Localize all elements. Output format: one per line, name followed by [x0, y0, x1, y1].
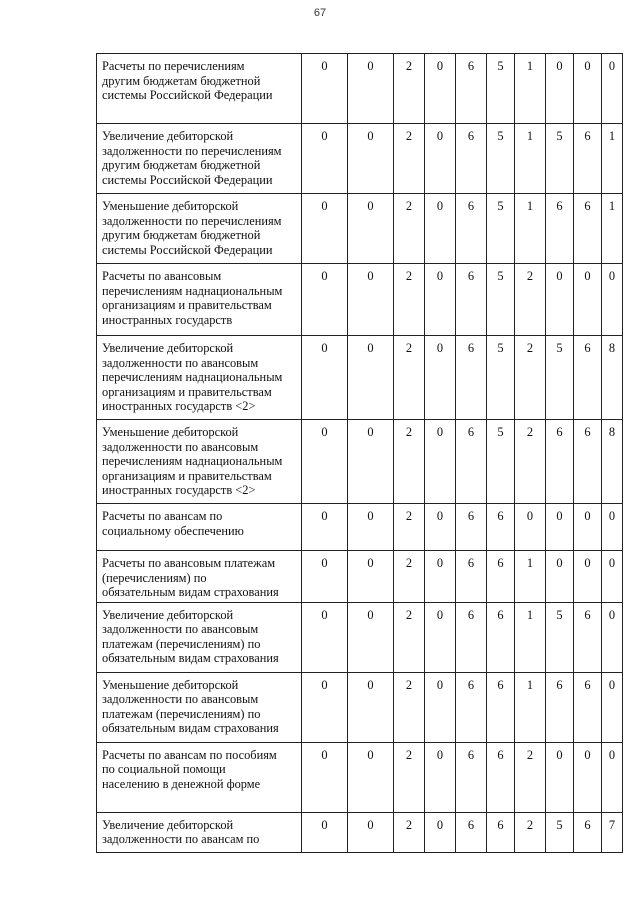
- code-digit-cell: 8: [602, 420, 623, 504]
- code-digit-cell: 0: [302, 264, 348, 336]
- code-digit-cell: 6: [456, 194, 487, 264]
- code-digit-cell: 6: [456, 551, 487, 603]
- code-digit-cell: 7: [602, 812, 623, 852]
- code-digit-cell: 6: [487, 602, 515, 672]
- code-digit-cell: 6: [574, 336, 602, 420]
- code-digit-cell: 6: [456, 336, 487, 420]
- code-digit-cell: 0: [348, 504, 394, 551]
- code-digit-cell: 6: [456, 124, 487, 194]
- code-digit-cell: 6: [487, 672, 515, 742]
- code-digit-cell: 2: [394, 420, 425, 504]
- account-name-cell: Расчеты по авансам по социальному обеспечению: [97, 504, 302, 551]
- table-row: [97, 602, 623, 672]
- account-name-cell: Увеличение дебиторской задолженности по перечислениям другим бюджетам бюджетной системы Российской Федерации: [97, 124, 302, 194]
- code-digit-cell: 0: [425, 264, 456, 336]
- code-digit-cell: 1: [515, 602, 546, 672]
- table-row: [97, 672, 623, 742]
- code-digit-cell: 0: [602, 54, 623, 124]
- code-digit-cell: 2: [394, 551, 425, 603]
- table-row: [97, 742, 623, 812]
- code-digit-cell: 5: [487, 420, 515, 504]
- code-digit-cell: 0: [302, 194, 348, 264]
- code-digit-cell: 0: [425, 336, 456, 420]
- code-digit-cell: 0: [574, 551, 602, 603]
- code-digit-cell: 2: [394, 504, 425, 551]
- code-digit-cell: 0: [302, 420, 348, 504]
- code-digit-cell: 2: [515, 812, 546, 852]
- code-digit-cell: 2: [394, 742, 425, 812]
- code-digit-cell: 5: [546, 602, 574, 672]
- code-digit-cell: 0: [348, 812, 394, 852]
- code-digit-cell: 0: [546, 54, 574, 124]
- account-name-cell: Увеличение дебиторской задолженности по авансовым перечислениям наднациональным организациям и правительствам иностранных государств <2>: [97, 336, 302, 420]
- code-digit-cell: 6: [574, 420, 602, 504]
- code-digit-cell: 0: [348, 742, 394, 812]
- code-digit-cell: 6: [456, 602, 487, 672]
- code-digit-cell: 0: [546, 551, 574, 603]
- code-digit-cell: 0: [425, 812, 456, 852]
- code-digit-cell: 0: [302, 672, 348, 742]
- code-digit-cell: 0: [425, 194, 456, 264]
- code-digit-cell: 2: [394, 602, 425, 672]
- code-digit-cell: 2: [515, 742, 546, 812]
- table-row: [97, 504, 623, 551]
- code-digit-cell: 0: [348, 672, 394, 742]
- code-digit-cell: 0: [425, 124, 456, 194]
- code-digit-cell: 2: [394, 812, 425, 852]
- code-digit-cell: 0: [348, 124, 394, 194]
- account-name-cell: Расчеты по авансовым платежам (перечислениям) по обязательным видам страхования: [97, 551, 302, 603]
- code-digit-cell: 0: [515, 504, 546, 551]
- code-digit-cell: 0: [602, 551, 623, 603]
- account-name-cell: Уменьшение дебиторской задолженности по перечислениям другим бюджетам бюджетной системы Российской Федерации: [97, 194, 302, 264]
- account-name-cell: Расчеты по перечислениям другим бюджетам бюджетной системы Российской Федерации: [97, 54, 302, 124]
- code-digit-cell: 6: [456, 54, 487, 124]
- code-digit-cell: 0: [348, 336, 394, 420]
- code-digit-cell: 6: [487, 504, 515, 551]
- code-digit-cell: 6: [574, 812, 602, 852]
- code-digit-cell: 0: [602, 672, 623, 742]
- code-digit-cell: 5: [487, 336, 515, 420]
- code-digit-cell: 1: [515, 551, 546, 603]
- code-digit-cell: 0: [348, 194, 394, 264]
- code-digit-cell: 6: [546, 672, 574, 742]
- code-digit-cell: 6: [456, 504, 487, 551]
- code-digit-cell: 0: [546, 742, 574, 812]
- code-digit-cell: 2: [394, 124, 425, 194]
- code-digit-cell: 0: [546, 264, 574, 336]
- code-digit-cell: 6: [456, 672, 487, 742]
- account-name-cell: Расчеты по авансовым перечислениям наднациональным организациям и правительствам иностранных государств: [97, 264, 302, 336]
- table-row: [97, 812, 623, 852]
- code-digit-cell: 0: [302, 602, 348, 672]
- code-digit-cell: 0: [425, 602, 456, 672]
- code-digit-cell: 0: [602, 504, 623, 551]
- table-row: [97, 551, 623, 603]
- code-digit-cell: 2: [394, 336, 425, 420]
- code-digit-cell: 6: [456, 420, 487, 504]
- code-digit-cell: 0: [425, 54, 456, 124]
- code-digit-cell: 1: [602, 194, 623, 264]
- code-digit-cell: 0: [425, 551, 456, 603]
- code-digit-cell: 6: [487, 812, 515, 852]
- budget-classification-table: [96, 53, 623, 853]
- code-digit-cell: 2: [394, 264, 425, 336]
- code-digit-cell: 0: [302, 504, 348, 551]
- code-digit-cell: 0: [425, 504, 456, 551]
- code-digit-cell: 2: [394, 672, 425, 742]
- account-name-cell: Расчеты по авансам по пособиям по социальной помощи населению в денежной форме: [97, 742, 302, 812]
- code-digit-cell: 0: [302, 124, 348, 194]
- code-digit-cell: 6: [574, 124, 602, 194]
- code-digit-cell: 1: [602, 124, 623, 194]
- code-digit-cell: 0: [425, 672, 456, 742]
- code-digit-cell: 0: [348, 602, 394, 672]
- code-digit-cell: 0: [574, 742, 602, 812]
- code-digit-cell: 2: [515, 336, 546, 420]
- table-row: [97, 336, 623, 420]
- code-digit-cell: 0: [425, 742, 456, 812]
- code-digit-cell: 5: [546, 812, 574, 852]
- code-digit-cell: 2: [515, 420, 546, 504]
- code-digit-cell: 6: [456, 742, 487, 812]
- code-digit-cell: 6: [487, 551, 515, 603]
- code-digit-cell: 2: [394, 54, 425, 124]
- code-digit-cell: 5: [487, 54, 515, 124]
- table-row: [97, 420, 623, 504]
- code-digit-cell: 6: [574, 672, 602, 742]
- code-digit-cell: 6: [574, 194, 602, 264]
- table-row: [97, 124, 623, 194]
- page-number: 67: [313, 7, 327, 19]
- account-name-cell: Увеличение дебиторской задолженности по авансам по: [97, 812, 302, 852]
- code-digit-cell: 6: [456, 812, 487, 852]
- code-digit-cell: 2: [394, 194, 425, 264]
- code-digit-cell: 0: [302, 742, 348, 812]
- code-digit-cell: 0: [574, 54, 602, 124]
- code-digit-cell: 0: [348, 420, 394, 504]
- code-digit-cell: 0: [602, 742, 623, 812]
- code-digit-cell: 0: [602, 264, 623, 336]
- code-digit-cell: 0: [574, 504, 602, 551]
- code-digit-cell: 6: [546, 194, 574, 264]
- code-digit-cell: 1: [515, 672, 546, 742]
- code-digit-cell: 0: [348, 551, 394, 603]
- table-row: [97, 194, 623, 264]
- code-digit-cell: 2: [515, 264, 546, 336]
- code-digit-cell: 5: [487, 124, 515, 194]
- table-row: [97, 264, 623, 336]
- code-digit-cell: 0: [348, 54, 394, 124]
- code-digit-cell: 0: [302, 812, 348, 852]
- code-digit-cell: 0: [348, 264, 394, 336]
- code-digit-cell: 5: [546, 336, 574, 420]
- code-digit-cell: 0: [602, 602, 623, 672]
- account-name-cell: Уменьшение дебиторской задолженности по авансовым перечислениям наднациональным организациям и правительствам иностранных государств <2>: [97, 420, 302, 504]
- code-digit-cell: 6: [456, 264, 487, 336]
- table-row: [97, 54, 623, 124]
- table-body: [97, 54, 623, 853]
- code-digit-cell: 6: [546, 420, 574, 504]
- code-digit-cell: 6: [574, 602, 602, 672]
- code-digit-cell: 8: [602, 336, 623, 420]
- code-digit-cell: 5: [546, 124, 574, 194]
- code-digit-cell: 0: [546, 504, 574, 551]
- code-digit-cell: 0: [302, 336, 348, 420]
- code-digit-cell: 0: [302, 551, 348, 603]
- code-digit-cell: 5: [487, 194, 515, 264]
- account-name-cell: Уменьшение дебиторской задолженности по авансовым платежам (перечислениям) по обязательным видам страхования: [97, 672, 302, 742]
- code-digit-cell: 1: [515, 194, 546, 264]
- code-digit-cell: 5: [487, 264, 515, 336]
- code-digit-cell: 1: [515, 124, 546, 194]
- code-digit-cell: 0: [302, 54, 348, 124]
- code-digit-cell: 0: [425, 420, 456, 504]
- code-digit-cell: 0: [574, 264, 602, 336]
- code-digit-cell: 1: [515, 54, 546, 124]
- code-digit-cell: 6: [487, 742, 515, 812]
- account-name-cell: Увеличение дебиторской задолженности по авансовым платежам (перечислениям) по обязательным видам страхования: [97, 602, 302, 672]
